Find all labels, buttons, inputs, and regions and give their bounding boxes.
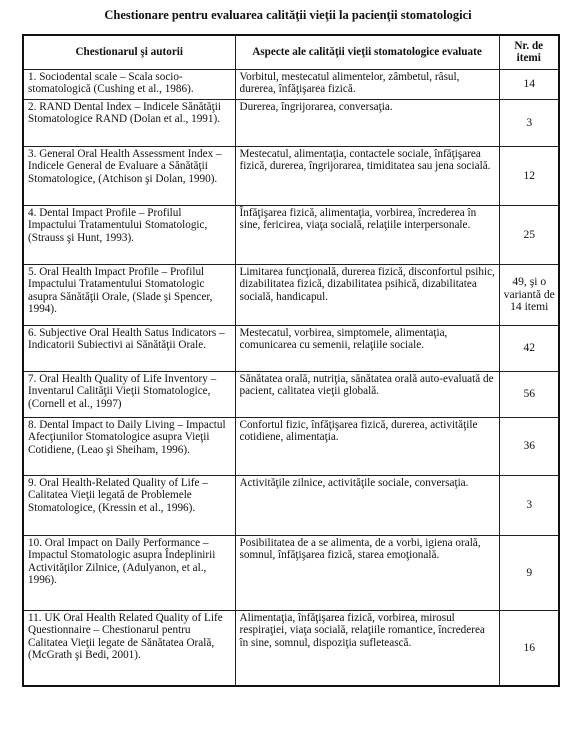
cell-items: 9: [499, 535, 559, 610]
cell-questionnaire: 4. Dental Impact Profile – Profilul Impactului Tratamentului Stomatologic, (Strauss şi Hunt, 1993).: [23, 205, 235, 264]
cell-aspects: Posibilitatea de a se alimenta, de a vorbi, igiena orală, somnul, înfăţişarea fizică, starea emoţională.: [235, 535, 499, 610]
cell-questionnaire: 2. RAND Dental Index – Indicele Sănătăţii Stomatologice RAND (Dolan et al., 1991).: [23, 99, 235, 146]
cell-questionnaire: 1. Sociodental scale – Scala socio-stomatologică (Cushing et al., 1986).: [23, 69, 235, 99]
table-header-row: [23, 35, 559, 69]
table-row: [23, 205, 559, 264]
cell-items: 36: [499, 417, 559, 475]
cell-items: 14: [499, 69, 559, 99]
table-row: [23, 371, 559, 417]
cell-aspects: Sănătatea orală, nutriţia, sănătatea orală auto-evaluată de pacient, calitatea vieţii globală.: [235, 371, 499, 417]
header-questionnaire: Chestionarul şi autorii: [23, 35, 235, 69]
cell-questionnaire: 8. Dental Impact to Daily Living – Impactul Afecţiunilor Stomatologice asupra Vieţii Cotidiene, (Leao şi Sheiham, 1996).: [23, 417, 235, 475]
cell-questionnaire: 10. Oral Impact on Daily Performance – Impactul Stomatologic asupra Îndeplinirii Activităţilor Zilnice, (Adulyanon, et al., 1996).: [23, 535, 235, 610]
cell-aspects: Înfăţişarea fizică, alimentaţia, vorbirea, încrederea în sine, fericirea, viaţa socială, relaţiile interpersonale.: [235, 205, 499, 264]
cell-questionnaire: 6. Subjective Oral Health Satus Indicators – Indicatorii Subiectivi ai Sănătăţii Orale.: [23, 325, 235, 371]
table-row: [23, 99, 559, 146]
cell-aspects: Confortul fizic, înfăţişarea fizică, durerea, activităţile cotidiene, alimentaţia.: [235, 417, 499, 475]
cell-aspects: Mestecatul, vorbirea, simptomele, alimentaţia, comunicarea cu semenii, relaţiile sociale.: [235, 325, 499, 371]
table-row: [23, 264, 559, 325]
cell-items: 12: [499, 146, 559, 205]
cell-aspects: Limitarea funcţională, durerea fizică, disconfortul psihic, dizabilitatea fizică, dizabilitatea psihică, dizabilitatea socială, handicapul.: [235, 264, 499, 325]
cell-questionnaire: 7. Oral Health Quality of Life Inventory – Inventarul Calităţii Vieţii Stomatologice, (Cornell et al., 1997): [23, 371, 235, 417]
questionnaire-table: [22, 34, 560, 687]
cell-aspects: Vorbitul, mestecatul alimentelor, zâmbetul, râsul, durerea, înfăţişarea fizică.: [235, 69, 499, 99]
cell-aspects: Mestecatul, alimentaţia, contactele sociale, înfăţişarea fizică, durerea, îngrijorarea, timiditatea sau jena socială.: [235, 146, 499, 205]
table-row: [23, 146, 559, 205]
table-row: [23, 69, 559, 99]
table-row: [23, 535, 559, 610]
cell-questionnaire: 9. Oral Health-Related Quality of Life – Calitatea Vieţii legată de Problemele Stomatologice, (Kressin et al., 1996).: [23, 475, 235, 535]
cell-items: 42: [499, 325, 559, 371]
cell-questionnaire: 3. General Oral Health Assessment Index – Indicele General de Evaluare a Sănătăţii Stomatologice, (Atchison şi Dolan, 1990).: [23, 146, 235, 205]
table-row: [23, 417, 559, 475]
cell-aspects: Durerea, îngrijorarea, conversaţia.: [235, 99, 499, 146]
table-row: [23, 610, 559, 686]
cell-items: 56: [499, 371, 559, 417]
cell-items: 3: [499, 99, 559, 146]
table-row: [23, 325, 559, 371]
cell-items: 25: [499, 205, 559, 264]
cell-aspects: Activităţile zilnice, activităţile sociale, conversaţia.: [235, 475, 499, 535]
table-row: [23, 475, 559, 535]
cell-questionnaire: 5. Oral Health Impact Profile – Profilul Impactului Tratamentului Stomatologic asupra Sănătăţii Orale, (Slade şi Spencer, 1994).: [23, 264, 235, 325]
document-title: Chestionare pentru evaluarea calităţii vieţii la pacienţii stomatologici: [104, 8, 472, 22]
header-items: Nr. de itemi: [499, 35, 559, 69]
cell-items: 49, şi o variantă de 14 itemi: [499, 264, 559, 325]
cell-items: 16: [499, 610, 559, 686]
cell-items: 3: [499, 475, 559, 535]
cell-questionnaire: 11. UK Oral Health Related Quality of Life Questionnaire – Chestionarul pentru Calitatea Vieţii legate de Sănătatea Orală, (McGrath şi Bedi, 2001).: [23, 610, 235, 686]
cell-aspects: Alimentaţia, înfăţişarea fizică, vorbirea, mirosul respiraţiei, viaţa socială, relaţiile romantice, încrederea în sine, somnul, dispoziţia sufletească.: [235, 610, 499, 686]
header-aspects: Aspecte ale calităţii vieţii stomatologice evaluate: [235, 35, 499, 69]
